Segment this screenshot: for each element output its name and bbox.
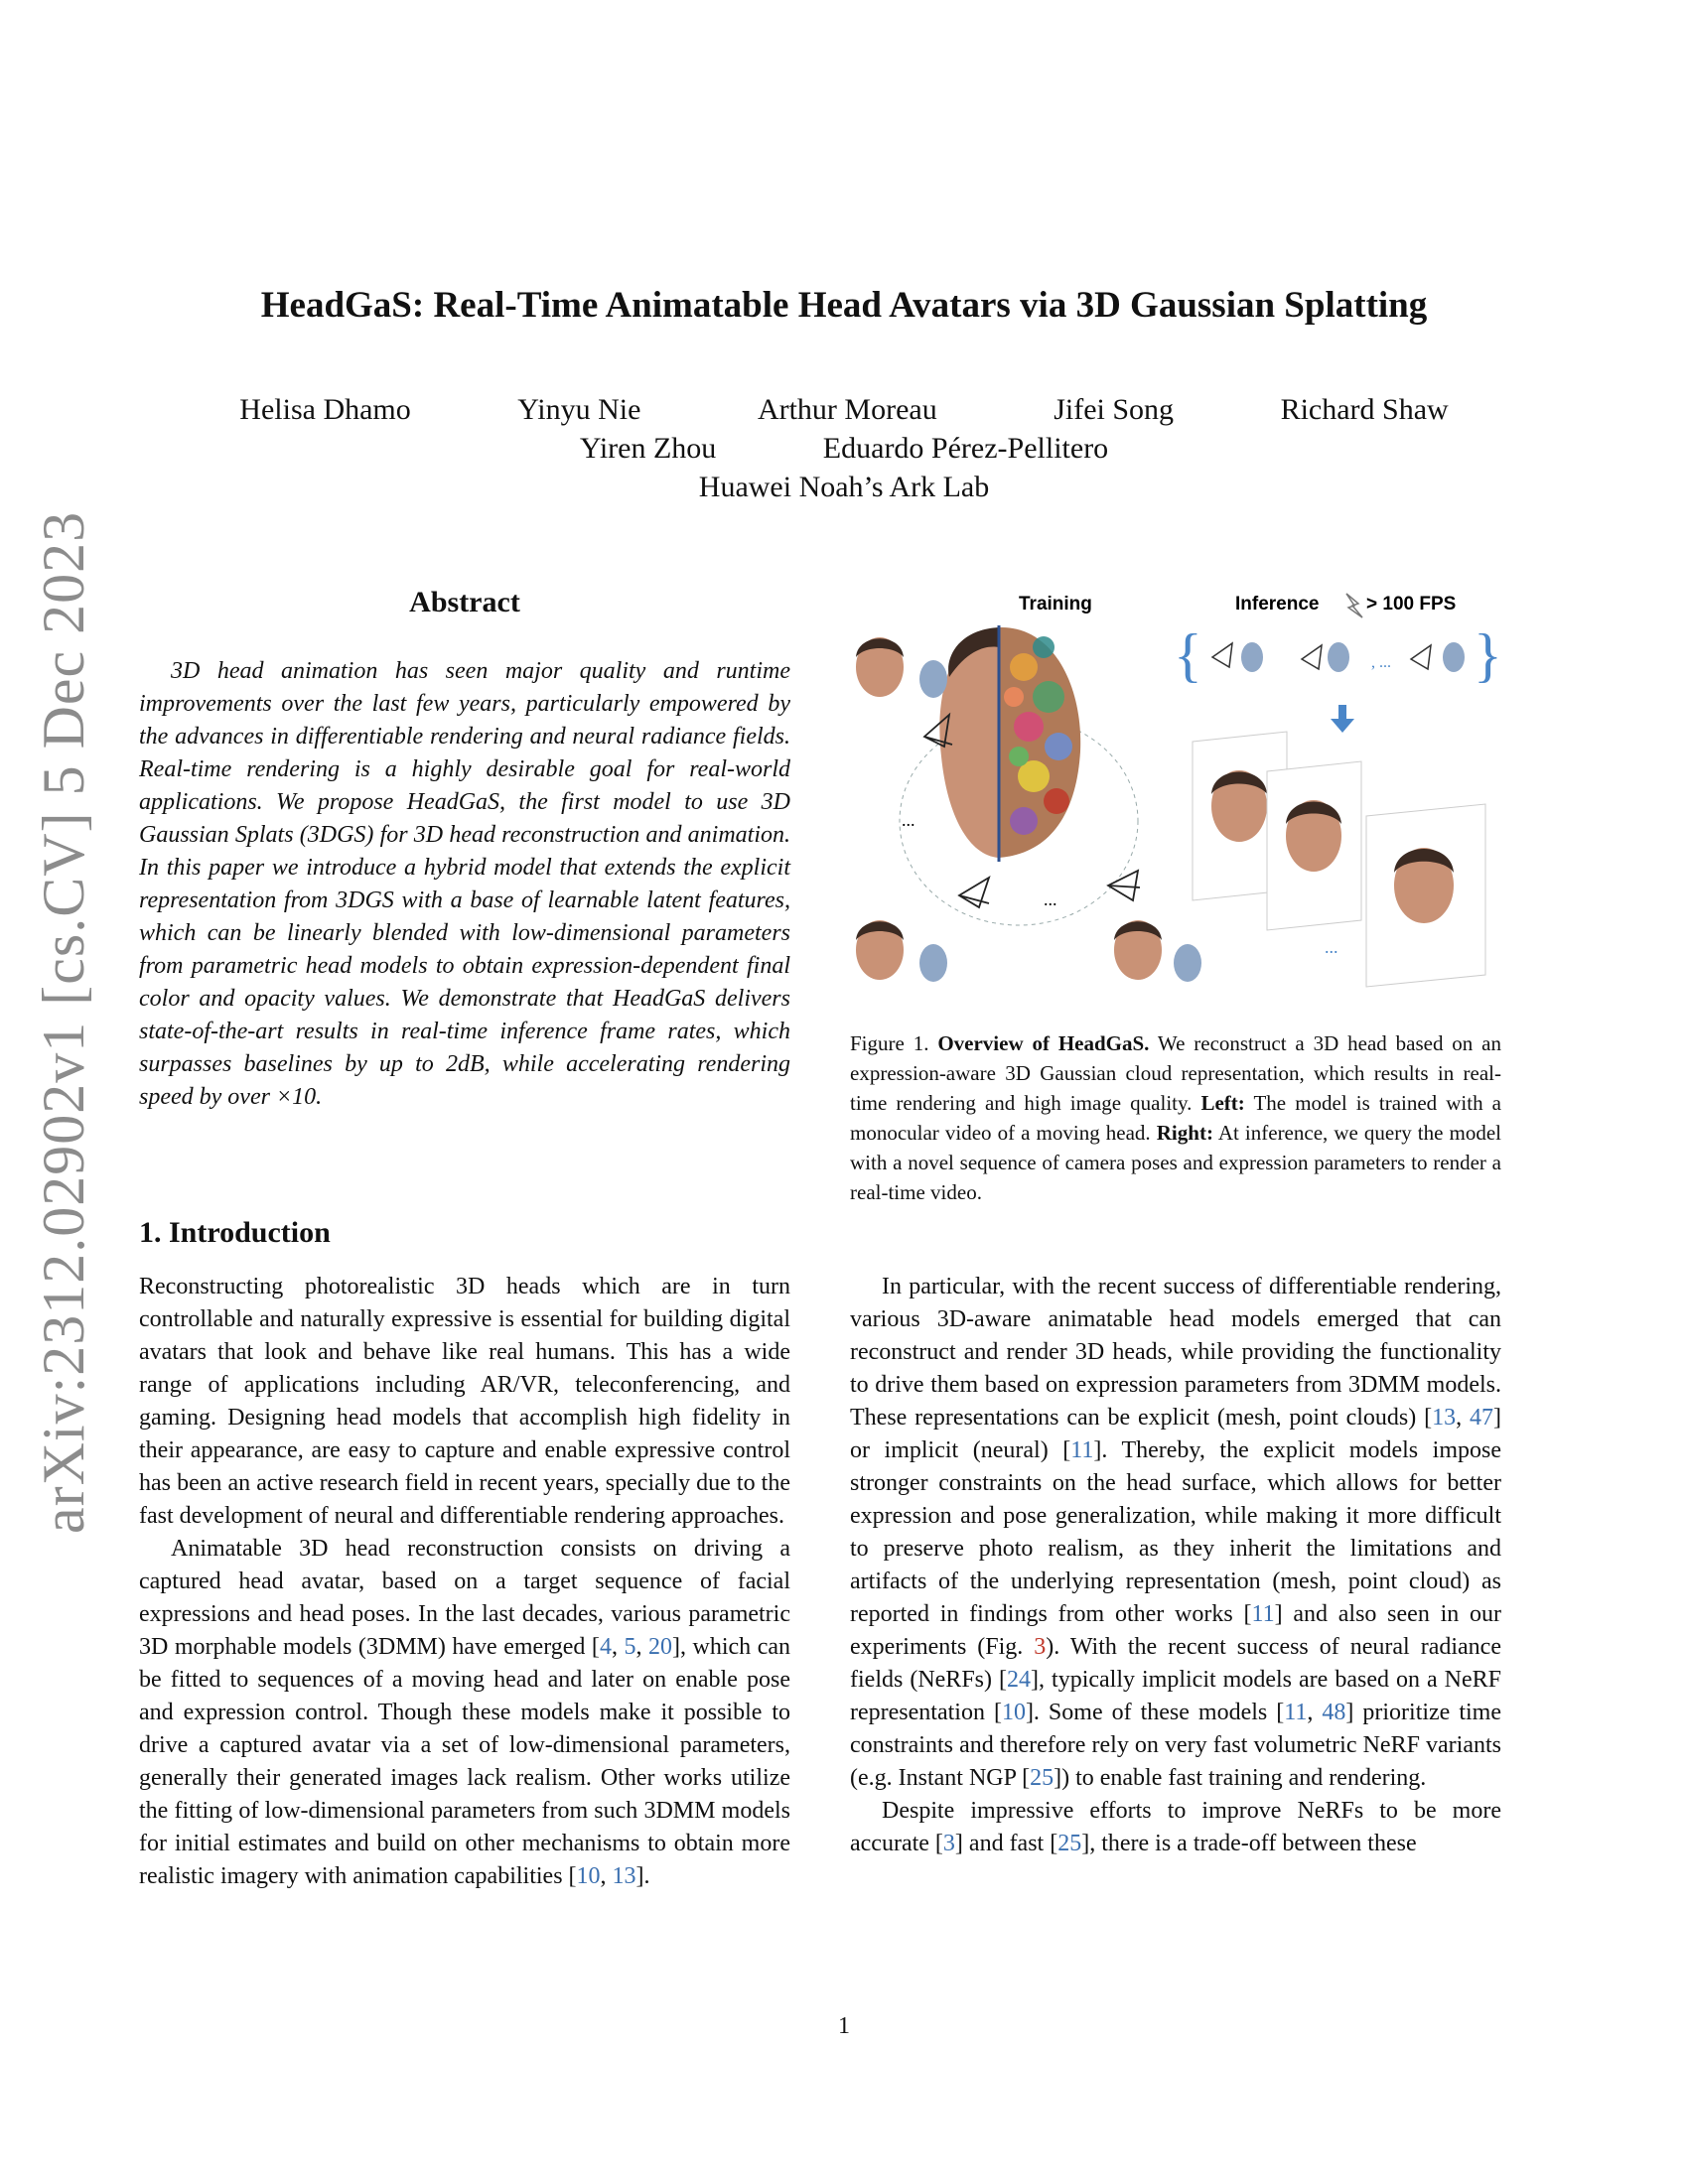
paper-title: HeadGaS: Real-Time Animatable Head Avatars via 3D Gaussian Splatting: [260, 285, 1428, 326]
citation-link[interactable]: 10: [1001, 1700, 1026, 1725]
authors-row-2: [0, 432, 1688, 466]
lightning-icon: [1346, 594, 1362, 617]
caption-left-label: Left:: [1200, 1091, 1245, 1115]
intro-paragraph-3: In particular, with the recent success of differentiable rendering, various 3D-aware animatable head models emerged that can reconstruct and render 3D heads, while providing the functionality to drive them based on expression parameters from 3DMM models. These representations can be explicit (mesh, point clouds) [13, 47] or implicit (neural) [11]. Thereby, the explicit models impose stronger constraints on the head surface, which allows for better expression and pose generalization, while making it more difficult to preserve photo realism, as they inherit the limitations and artifacts of the underlying representation (mesh, point cloud) as reported in findings from other works [11] and also seen in our experiments (Fig. 3). With the recent success of neural radiance fields (NeRFs) [24], typically implicit models are based on a NeRF representation [10]. Some of these models [11, 48] prioritize time constraints and therefore rely on very fast volumetric NeRF variants (e.g. Instant NGP [25]) to enable fast training and rendering.: [850, 1274, 1502, 1791]
citation-link[interactable]: 11: [1284, 1700, 1308, 1725]
camera-icon: [1108, 871, 1140, 900]
training-face-bottom-left: [856, 920, 947, 982]
citation-link[interactable]: 4: [599, 1634, 612, 1660]
author-name: Eduardo Pérez-Pellitero: [822, 432, 1109, 465]
citation-link[interactable]: 3: [942, 1831, 955, 1856]
ellipsis-label: ...: [902, 810, 915, 830]
text-run: ]. Some of these models [: [1025, 1700, 1285, 1725]
text-run: ] and also seen in our experiments (Fig.: [850, 1601, 1502, 1660]
citation-link[interactable]: 25: [1057, 1831, 1082, 1856]
citation-link[interactable]: 20: [648, 1634, 672, 1660]
citation-link[interactable]: 47: [1470, 1405, 1493, 1431]
arxiv-stamp: arXiv:2312.02902v1 [cs.CV] 5 Dec 2023: [31, 510, 96, 1534]
caption-text: The model is trained with a monocular video of a moving head.: [850, 1091, 1501, 1145]
citation-link[interactable]: 5: [624, 1634, 636, 1660]
abstract-text: 3D head animation has seen major quality and runtime improvements over the last few years, particularly empowered by the advances in differentiable rendering and neural radiance fields. Real-time rendering is a highly desirable goal for real-world applications. We propose HeadGaS, the first model to use 3D Gaussian Splats (3DGS) for 3D head reconstruction and animation. In this paper we introduce a hybrid model that extends the explicit representation from 3DGS with a base of learnable latent features, which can be linearly blended with low-dimensional parameters from parametric head models to obtain expression-dependent final color and opacity values. We demonstrate that HeadGaS delivers state-of-the-art results in real-time inference frame rates, which surpasses baselines by up to 2dB, while accelerating rendering speed by over ×10.: [139, 658, 790, 1110]
text-run: In particular, with the recent success of differentiable rendering, various 3D-aware animatable head models emerged that can reconstruct and render 3D heads, while providing the functionality to drive them based on expression parameters from 3DMM models. These representations can be explicit (mesh, point clouds) [: [850, 1274, 1501, 1431]
figure-reference-link[interactable]: 3: [1034, 1634, 1047, 1660]
intro-paragraph-2: Animatable 3D head reconstruction consists on driving a captured head avatar, based on a target sequence of facial expressions and head poses. In the last decades, various parametric 3D morphable models (3DMM) have emerged [4, 5, 20], which can be fitted to sequences of a moving head and later on enable pose and expression control. Though these models make it possible to drive a captured avatar via a set of low-dimensional parameters, generally their generated images lack realism. Other works utilize the fitting of low-dimensional parameters from such 3DMM models for initial estimates and build on other mechanisms to obtain more realistic imagery with animation capabilities [10, 13].: [139, 1536, 791, 1889]
training-face-bottom-center: [1114, 920, 1201, 982]
caption-text: We reconstruct a 3D head based on an expression-aware 3D Gaussian cloud representation, which results in real-time rendering and high image quality.: [850, 1031, 1501, 1115]
camera-icon: [959, 878, 989, 907]
intro-right-column: [850, 1271, 1501, 1860]
text-run: ] and fast [: [954, 1831, 1058, 1856]
text-run: Animatable 3D head reconstruction consists on driving a captured head avatar, based on a target sequence of facial expressions and head poses. In the last decades, various parametric 3D morphable models (3DMM) have emerged [: [139, 1536, 790, 1660]
text-run: ], typically implicit models are based on a NeRF representation [: [850, 1667, 1502, 1725]
citation-link[interactable]: 10: [576, 1863, 601, 1889]
central-head-render: [939, 625, 1080, 862]
ellipsis-label: ...: [1044, 889, 1057, 909]
training-face-top-left: [856, 637, 947, 698]
arrow-down-icon: [1331, 705, 1354, 733]
text-run: ], there is a trade-off between these: [1081, 1831, 1417, 1856]
brace-left: {: [1174, 622, 1202, 688]
author-name: Arthur Moreau: [757, 393, 937, 426]
text-run: ). With the recent success of neural radiance fields (NeRFs) [: [850, 1634, 1501, 1693]
caption-prefix: Figure 1.: [850, 1031, 938, 1055]
text-run: ].: [635, 1863, 650, 1889]
author-name: Yiren Zhou: [579, 432, 717, 465]
intro-paragraph-1: Reconstructing photorealistic 3D heads which are in turn controllable and naturally expressive is essential for building digital avatars that look and behave like real humans. This has a wide range of applications including AR/VR, teleconferencing, and gaming. Designing head models that accomplish high fidelity in their appearance, are easy to capture and enable expressive control has been an active research field in recent years, specially due to the fast development of neural and differentiable rendering approaches.: [139, 1274, 790, 1529]
citation-link[interactable]: 48: [1322, 1700, 1346, 1725]
figure-1: [850, 588, 1501, 1005]
authors-row-1: [0, 393, 1688, 427]
author-name: Yinyu Nie: [517, 393, 641, 426]
affiliation: Huawei Noah’s Ark Lab: [698, 471, 990, 503]
text-run: ], which can be fitted to sequences of a moving head and later on enable pose and expression control. Though these models make it possible to drive a captured avatar via a set of low-dimensional parameters, generally their generated images lack realism. Other works utilize the fitting of low-dimensional parameters from such 3DMM models for initial estimates and build on other mechanisms to obtain more realistic imagery with animation capabilities [: [139, 1634, 791, 1889]
citation-link[interactable]: 13: [1432, 1405, 1457, 1431]
author-name: Richard Shaw: [1280, 393, 1449, 426]
author-name: Jifei Song: [1054, 393, 1175, 426]
training-label: Training: [1019, 594, 1092, 614]
camera-pose-sequence: [1212, 642, 1465, 672]
text-run: ] prioritize time constraints and therefore rely on very fast volumetric NeRF variants (e.g. Instant NGP [: [850, 1700, 1501, 1791]
citation-link[interactable]: 11: [1251, 1601, 1275, 1627]
citation-link[interactable]: 25: [1030, 1765, 1055, 1791]
text-run: Despite impressive efforts to improve NeRFs to be more accurate [: [850, 1798, 1501, 1856]
abstract-heading: Abstract: [409, 586, 520, 618]
citation-link[interactable]: 24: [1007, 1667, 1032, 1693]
inference-frame: [1267, 761, 1361, 930]
fps-label: > 100 FPS: [1366, 594, 1457, 614]
intro-heading: 1. Introduction: [139, 1216, 331, 1249]
text-run: ] or implicit (neural) [: [850, 1405, 1501, 1463]
svg-text:, ...: , ...: [1371, 654, 1391, 671]
ellipsis-label: ...: [1325, 937, 1338, 957]
caption-right-label: Right:: [1156, 1121, 1213, 1145]
inference-label: Inference: [1235, 594, 1320, 614]
text-run: ]. Thereby, the explicit models impose stronger constraints on the head surface, which allows for better expression and pose generalization, while making it more difficult to preserve photo realism, as they inherit the limitations and artifacts of the underlying representation (mesh, point cloud) as reported in findings from other works [: [850, 1437, 1501, 1627]
citation-link[interactable]: 13: [612, 1863, 636, 1889]
caption-text: At inference, we query the model with a novel sequence of camera poses and expression parameters to render a real-time video.: [850, 1121, 1501, 1204]
text-run: ]) to enable fast training and rendering.: [1054, 1765, 1427, 1791]
page-number: 1: [838, 2013, 850, 2039]
author-name: Helisa Dhamo: [239, 393, 411, 426]
inference-frame: [1366, 804, 1485, 987]
caption-bold: Overview of HeadGaS.: [937, 1031, 1150, 1055]
citation-link[interactable]: 11: [1070, 1437, 1094, 1463]
figure-1-graphic: [850, 588, 1501, 1005]
intro-left-column: [139, 1271, 790, 1893]
intro-paragraph-4: [850, 1795, 1501, 1860]
figure-1-caption: [850, 1028, 1501, 1207]
brace-right: }: [1474, 622, 1501, 688]
